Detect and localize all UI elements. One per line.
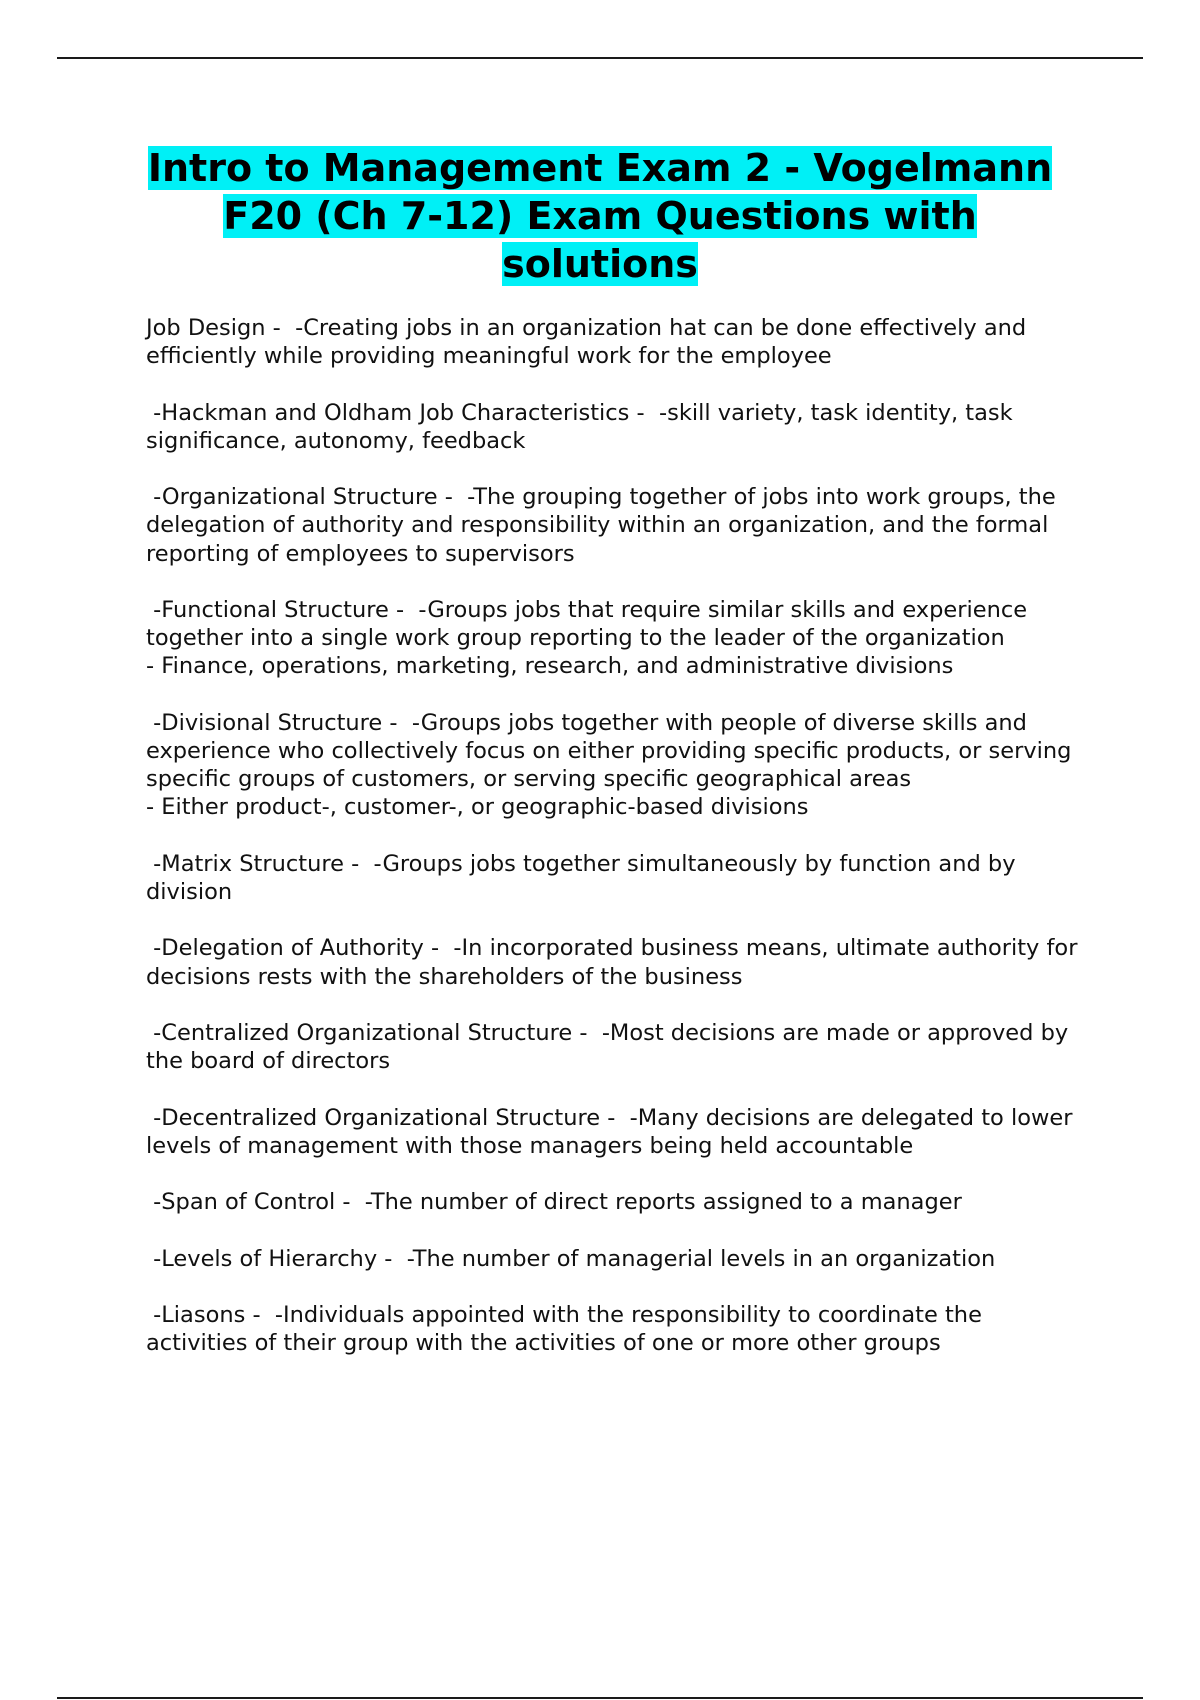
qa-entry-text: -Centralized Organizational Structure - -Most decisions are made or approved by the board of directors [146,1019,1076,1075]
qa-entry-text: Job Design - -Creating jobs in an organization hat can be done effectively and efficiently while providing meaningful work for the employee [146,315,1034,370]
qa-entry [146,1019,1088,1075]
footer-rule [57,1697,1143,1699]
qa-entry-text: -Delegation of Authority - -In incorporated business means, ultimate authority for decisions rests with the shareholders of the business [146,935,1085,990]
qa-entry [146,934,1088,990]
qa-entry-text: -Decentralized Organizational Structure - -Many decisions are delegated to lower levels of management with those managers being held accountable [146,1104,1080,1159]
qa-entry [146,850,1088,906]
qa-entry [146,399,1088,455]
qa-entry-text: -Organizational Structure - -The grouping together of jobs into work groups, the delegation of authority and responsibility within an organization, and the formal reporting of employees to supervisors [146,484,1063,567]
qa-entry-text: -Hackman and Oldham Job Characteristics - -skill variety, task identity, task significance, autonomy, feedback [146,399,1020,454]
header-rule [57,57,1143,59]
qa-entry [146,596,1088,681]
qa-entry-text: -Span of Control - -The number of direct reports assigned to a manager [146,1189,962,1216]
qa-entry-text: -Functional Structure - -Groups jobs that require similar skills and experience together into a single work group reporting to the leader of the organization [146,596,1035,652]
qa-entry [146,314,1088,370]
qa-entry-note: - Finance, operations, marketing, research, and administrative divisions [146,653,954,680]
qa-entry-text: -Liasons - -Individuals appointed with the responsibility to coordinate the activities of their group with the activities of one or more other groups [146,1301,990,1357]
qa-entry-text: -Matrix Structure - -Groups jobs together simultaneously by function and by division [146,850,1023,905]
qa-entry [146,1188,1088,1216]
qa-entry-note: - Either product-, customer-, or geographic-based divisions [146,794,809,821]
title-block [146,144,1054,288]
qa-entry [146,1104,1088,1160]
qa-entry-text: -Divisional Structure - -Groups jobs together with people of diverse skills and experience who collectively focus on either providing specific products, or serving specific groups of customers, or serving specific geographical areas [146,709,1079,793]
qa-entry [146,1301,1088,1357]
qa-entry-text: -Levels of Hierarchy - -The number of managerial levels in an organization [146,1245,996,1272]
document-title: Intro to Management Exam 2 - Vogelmann F20 (Ch 7-12) Exam Questions with solutions [147,146,1053,286]
qa-list [146,314,1088,1386]
qa-entry [146,483,1088,568]
qa-entry [146,709,1088,822]
qa-entry [146,1245,1088,1273]
